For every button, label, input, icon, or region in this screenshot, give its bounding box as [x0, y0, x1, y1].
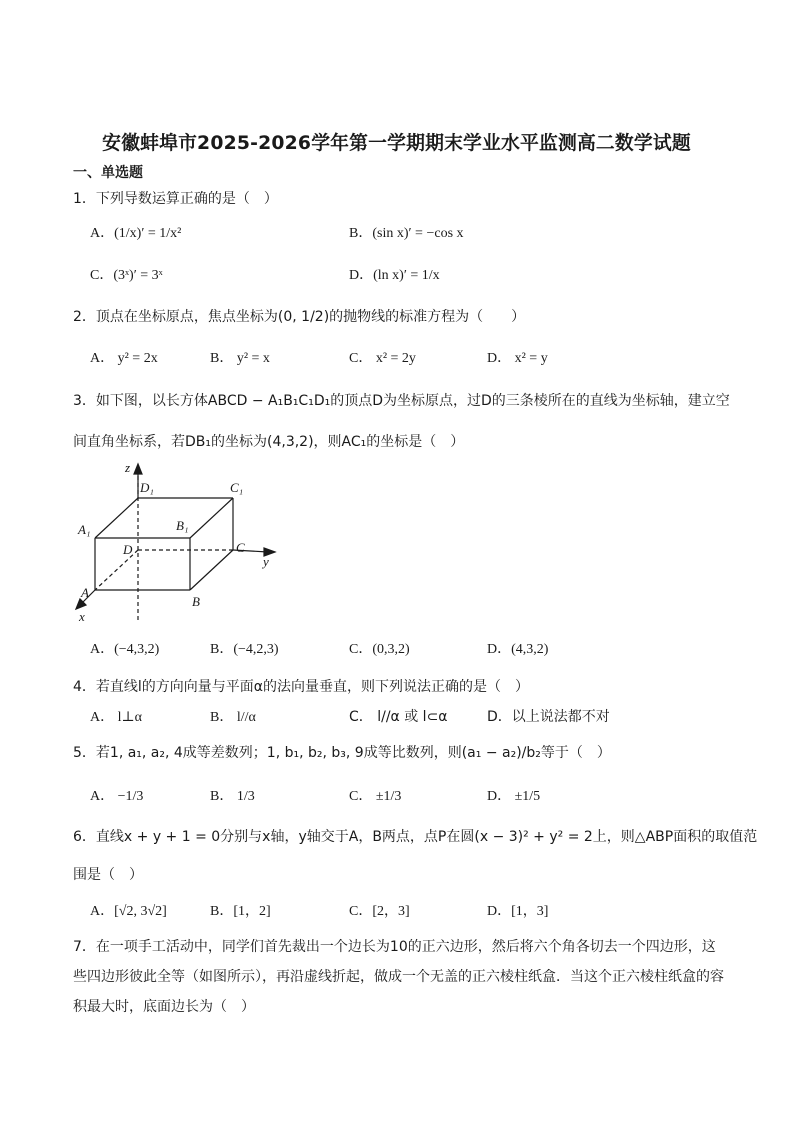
label-a1: A₁	[78, 522, 91, 537]
cuboid-figure	[70, 460, 300, 630]
page-title: 安徽蚌埠市2025-2026学年第一学期期末学业水平监测高二数学试题	[102, 133, 691, 154]
question-7-line-2: 些四边形彼此全等（如图所示），再沿虚线折起，做成一个无盖的正六棱柱纸盒．当这个正六棱柱纸盒的容	[73, 969, 724, 985]
question-5-option-b: B． 1/3	[210, 789, 255, 804]
question-2-option-a: A． y² = 2x	[90, 351, 158, 366]
question-5-stem: 5．若1, a₁, a₂, 4成等差数列；1, b₁, b₂, b₃, 9成等比数列，则(a₁ − a₂)/b₂等于（ ）	[73, 745, 611, 761]
question-2-option-d: D． x² = y	[487, 351, 548, 366]
question-2-stem: 2．顶点在坐标原点，焦点坐标为(0, 1/2)的抛物线的标准方程为（ ）	[73, 309, 526, 325]
question-4-option-b: B． l//α	[210, 710, 256, 725]
question-3-option-a: A．(−4,3,2)	[90, 642, 160, 657]
question-6-stem-line-1: 6．直线x + y + 1 = 0分别与x轴，y轴交于A，B两点，点P在圆(x − 3)² + y² = 2上，则△ABP面积的取值范	[73, 829, 758, 845]
z-axis-arrow	[134, 464, 142, 474]
question-6-option-d: D．[1，3]	[487, 904, 549, 919]
question-3-option-d: D．(4,3,2)	[487, 642, 549, 657]
label-c: C	[236, 540, 245, 555]
question-6-stem-line-2: 围是（ ）	[73, 867, 143, 883]
label-a: A	[81, 585, 89, 600]
question-1-option-b: B．(sin x)′ = −cos x	[349, 226, 464, 241]
question-5-option-d: D． ±1/5	[487, 789, 541, 804]
question-4-option-c: C． l//α 或 l⊂α	[349, 709, 448, 725]
question-6-option-a: A．[√2, 3√2]	[90, 904, 167, 919]
label-c1: C₁	[230, 480, 244, 495]
question-5-option-c: C． ±1/3	[349, 789, 402, 804]
question-1-option-a: A．(1/x)′ = 1/x²	[90, 226, 182, 241]
question-4-stem: 4．若直线l的方向向量与平面α的法向量垂直，则下列说法正确的是（ ）	[73, 679, 530, 695]
label-d1: D₁	[140, 480, 154, 495]
question-2-option-b: B． y² = x	[210, 351, 270, 366]
edge-a1d1	[95, 498, 138, 538]
label-z: z	[125, 460, 131, 475]
question-5-option-a: A． −1/3	[90, 789, 144, 804]
edge-bc	[190, 550, 233, 590]
edge-b1c1	[190, 498, 233, 538]
question-7-line-3: 积最大时，底面边长为（ ）	[73, 999, 255, 1015]
question-1-stem: 1．下列导数运算正确的是（ ）	[73, 191, 278, 207]
section-heading: 一、单选题	[73, 165, 143, 181]
question-1-option-d: D．(ln x)′ = 1/x	[349, 268, 440, 283]
label-x: x	[79, 609, 85, 624]
label-y: y	[263, 554, 269, 569]
question-3-option-c: C．(0,3,2)	[349, 642, 410, 657]
question-7-line-1: 7．在一项手工活动中，同学们首先裁出一个边长为10的正六边形，然后将六个角各切去一个四边形，这	[73, 939, 716, 955]
label-b: B	[192, 594, 200, 609]
label-d: D	[123, 542, 133, 557]
question-4-option-d: D．以上说法都不对	[487, 709, 610, 725]
question-1-option-c: C．(3ˣ)′ = 3ˣ	[90, 268, 163, 283]
label-b1: B₁	[176, 518, 189, 533]
question-3-stem-line-1: 3．如下图，以长方体ABCD − A₁B₁C₁D₁的顶点D为坐标原点，过D的三条棱所在的直线为坐标轴，建立空	[73, 393, 730, 409]
question-3-option-b: B．(−4,2,3)	[210, 642, 279, 657]
question-6-option-b: B．[1，2]	[210, 904, 271, 919]
question-2-option-c: C． x² = 2y	[349, 351, 416, 366]
question-4-option-a: A． l⊥α	[90, 710, 143, 725]
question-6-option-c: C．[2，3]	[349, 904, 410, 919]
question-3-stem-line-2: 间直角坐标系，若DB₁的坐标为(4,3,2)，则AC₁的坐标是（ ）	[73, 434, 465, 450]
